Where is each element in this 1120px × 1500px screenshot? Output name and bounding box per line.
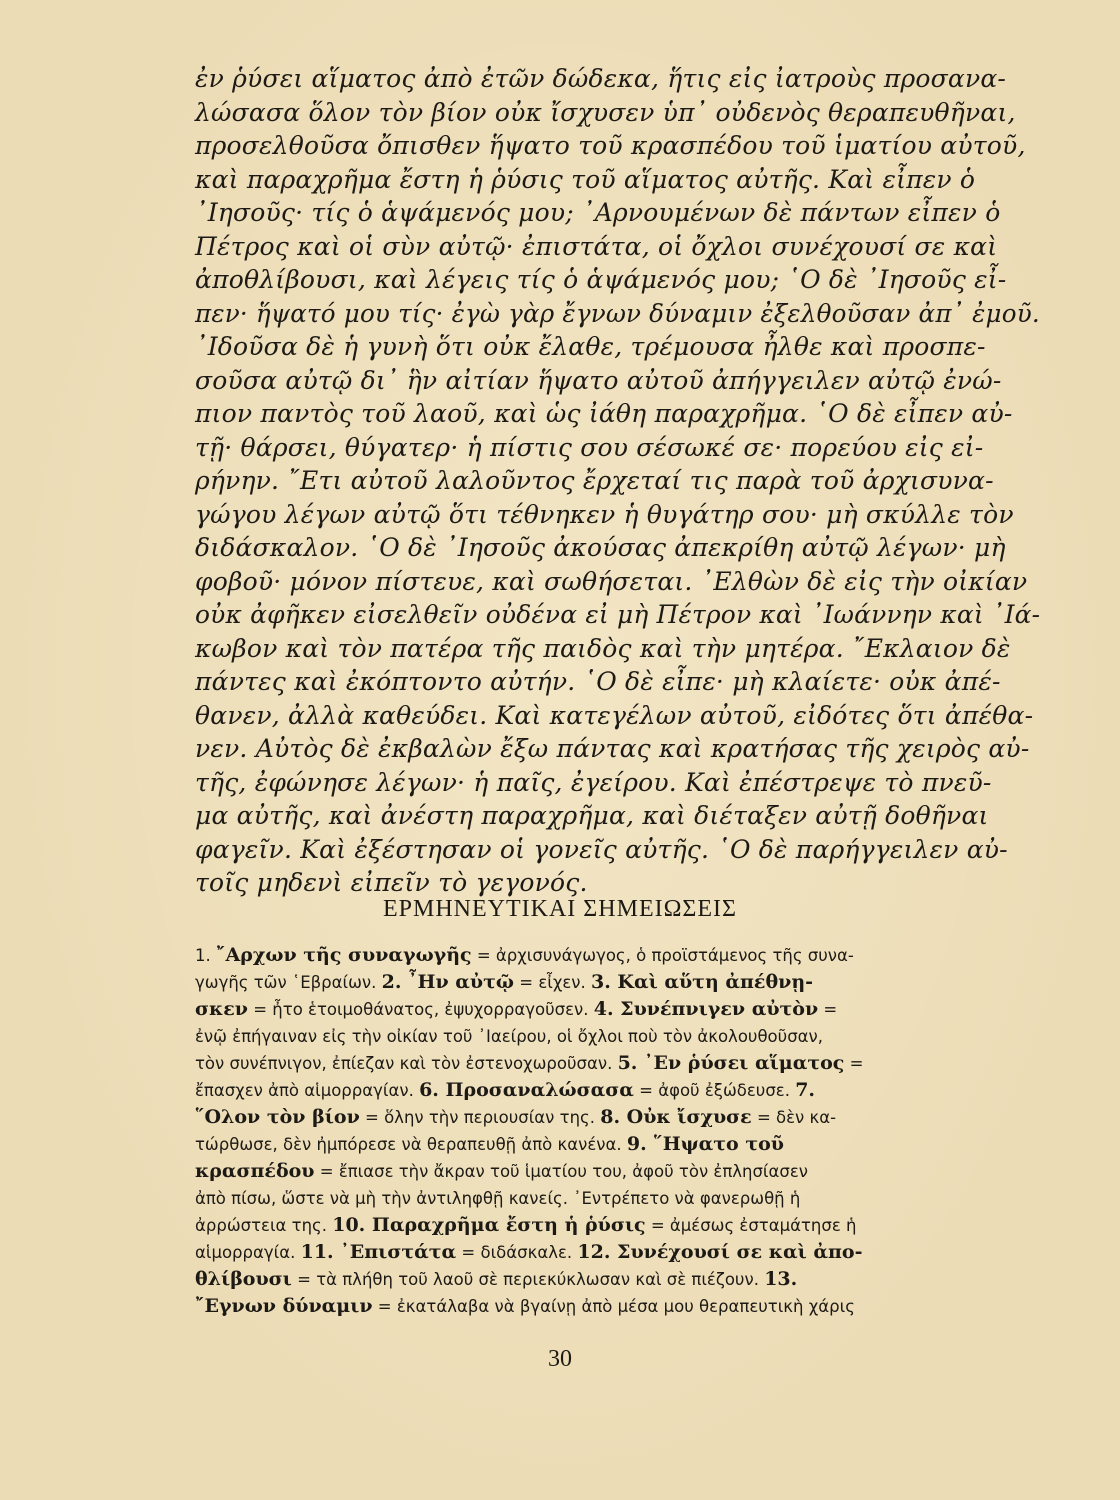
note-text: = (818, 1000, 838, 1019)
note-text: = δὲν κα- (751, 1108, 837, 1127)
note-text: = ἀφοῦ ἐξώδευσε. (633, 1081, 796, 1100)
text-line: οὐκ ἀφῆκεν εἰσελθεῖν οὐδένα εἰ μὴ Πέτρον καὶ ᾿Ιωάννην καὶ ᾿Ιά- (195, 600, 1041, 629)
text-line: νεν. Αὐτὸς δὲ ἐκβαλὼν ἔξω πάντας καὶ κρατήσας τῆς χειρὸς αὐ- (195, 734, 1030, 763)
note-term: ῎Εγνων δύναμιν (195, 1295, 373, 1317)
text-line: καὶ παραχρῆμα ἔστη ἡ ῥύσις τοῦ αἵματος αὐτῆς. Καὶ εἶπεν ὁ (195, 164, 976, 194)
text-line: πεν· ἥψατό μου τίς· ἐγὼ γὰρ ἔγνων δύναμιν ἐξελθοῦσαν ἀπ᾿ ἐμοῦ. (195, 298, 1040, 328)
note-line (195, 1266, 1045, 1293)
note-term: 13. (764, 1268, 798, 1290)
note-line (195, 1185, 1045, 1212)
notes-section (195, 942, 1045, 1320)
note-text: ἐνῷ ἐπήγαιναν εἰς τὴν οἰκίαν τοῦ ᾿Ιαείρου, οἱ ὄχλοι ποὺ τὸν ἀκολουθοῦσαν, (195, 1027, 823, 1046)
text-line: γώγου λέγων αὐτῷ ὅτι τέθνηκεν ἡ θυγάτηρ σου· μὴ σκύλλε τὸν (195, 499, 1014, 529)
note-text: ἔπασχεν ἀπὸ αἱμορραγίαν. (195, 1081, 420, 1100)
page-number: 30 (548, 1346, 572, 1372)
text-line: φαγεῖν. Καὶ ἐξέστησαν οἱ γονεῖς αὐτῆς. ῾Ο δὲ παρήγγειλεν αὐ- (195, 834, 1008, 864)
note-term: 3. Καὶ αὕτη ἀπέθνῃ- (590, 971, 814, 993)
note-text: = ἔπιασε τὴν ἄκραν τοῦ ἱματίου του, ἀφοῦ τὸν ἐπλησίασεν (314, 1162, 808, 1181)
note-line (195, 996, 1045, 1023)
text-line: ᾿Ιησοῦς· τίς ὁ ἁψάμενός μου; ᾿Αρνουμένων δὲ πάντων εἶπεν ὁ (195, 198, 1001, 227)
note-text: γωγῆς τῶν ῾Εβραίων. (195, 973, 382, 992)
note-text: ἀπὸ πίσω, ὥστε νὰ μὴ τὴν ἀντιληφθῇ κανείς. ᾿Εντρέπετο νὰ φανερωθῇ ἡ (195, 1189, 801, 1208)
note-text: = τὰ πλήθη τοῦ λαοῦ σὲ περιεκύκλωσαν καὶ σὲ πιέζουν. (291, 1270, 765, 1289)
note-line (195, 1023, 1045, 1050)
note-term: 7. (795, 1079, 816, 1101)
text-line: τοῖς μηδενὶ εἰπεῖν τὸ γεγονός. (195, 868, 588, 897)
note-line (195, 1131, 1045, 1158)
note-term: 4. Συνέπνιγεν αὐτὸν (593, 998, 819, 1020)
note-line (195, 1077, 1045, 1104)
note-line (195, 1050, 1045, 1077)
note-text: τώρθωσε, δὲν ἠμπόρεσε νὰ θεραπευθῇ ἀπὸ κανένα. (195, 1135, 627, 1154)
text-line: πάντες καὶ ἐκόπτοντο αὐτήν. ῾Ο δὲ εἶπε· μὴ κλαίετε· οὐκ ἀπέ- (195, 667, 1001, 696)
note-text: = ἀρχισυνάγωγος, ὁ προϊστάμενος τῆς συνα- (471, 946, 854, 965)
text-line: μα αὐτῆς, καὶ ἀνέστη παραχρῆμα, καὶ διέταξεν αὐτῇ δοθῆναι (195, 801, 989, 830)
note-text: = εἶχεν. (514, 973, 591, 992)
text-line: ἀποθλίβουσι, καὶ λέγεις τίς ὁ ἁψάμενός μου; ῾Ο δὲ ᾿Ιησοῦς εἶ- (195, 265, 1007, 294)
note-line (195, 1158, 1045, 1185)
text-line: ᾿Ιδοῦσα δὲ ἡ γυνὴ ὅτι οὐκ ἔλαθε, τρέμουσα ἦλθε καὶ προσπε- (195, 332, 986, 361)
note-term: 2. ῏Ην αὐτῷ (381, 971, 514, 993)
note-line (195, 969, 1045, 996)
note-term: ῞Ολον τὸν βίον (195, 1106, 360, 1128)
note-term: 6. Προσαναλώσασα (419, 1079, 634, 1101)
note-term: 10. Παραχρῆμα ἔστη ἡ ῥύσις (332, 1214, 646, 1236)
note-text: = διδάσκαλε. (456, 1243, 578, 1262)
note-line (195, 1104, 1045, 1131)
note-text: = (844, 1054, 864, 1073)
text-line: τῇ· θάρσει, θύγατερ· ἡ πίστις σου σέσωκέ σε· πορεύου εἰς εἰ- (195, 432, 984, 462)
note-term: κρασπέδου (195, 1160, 315, 1182)
main-text (195, 62, 1040, 900)
note-text: = ἦτο ἑτοιμοθάνατος, ἐψυχορραγοῦσεν. (247, 1000, 594, 1019)
note-term: σκεν (195, 998, 248, 1020)
note-term: θλίβουσι (195, 1268, 292, 1290)
note-text: 1. (195, 946, 216, 965)
text-line: Πέτρος καὶ οἱ σὺν αὐτῷ· ἐπιστάτα, οἱ ὄχλοι συνέχουσί σε καὶ (195, 231, 998, 261)
note-term: 5. ᾿Εν ῥύσει αἵματος (617, 1052, 845, 1074)
notes-heading: ΕΡΜΗΝΕΥΤΙΚΑΙ ΣΗΜΕΙΩΣΕΙΣ (382, 896, 738, 922)
text-line: φοβοῦ· μόνον πίστευε, καὶ σωθήσεται. ᾿Ελθὼν δὲ εἰς τὴν οἰκίαν (195, 566, 1028, 596)
note-text: αἱμορραγία. (195, 1243, 301, 1262)
note-text: = ἐκατάλαβα νὰ βγαίνῃ ἀπὸ μέσα μου θεραπευτικὴ χάρις (372, 1297, 855, 1316)
text-line: ρήνην. ῎Ετι αὐτοῦ λαλοῦντος ἔρχεταί τις παρὰ τοῦ ἀρχισυνα- (195, 466, 994, 495)
text-line: σοῦσα αὐτῷ δι᾿ ἣν αἰτίαν ἥψατο αὐτοῦ ἀπήγγειλεν αὐτῷ ἐνώ- (195, 365, 1002, 395)
note-term: 9. ῞Ηψατο τοῦ (626, 1133, 784, 1155)
note-text: = ὅλην τὴν περιουσίαν της. (359, 1108, 601, 1127)
text-line: τῆς, ἐφώνησε λέγων· ἡ παῖς, ἐγείρου. Καὶ ἐπέστρεψε τὸ πνεῦ- (195, 767, 992, 797)
note-term: ῎Αρχων τῆς συναγωγῆς (216, 944, 472, 966)
note-text: τὸν συνέπνιγον, ἐπίεζαν καὶ τὸν ἐστενοχωροῦσαν. (195, 1054, 618, 1073)
note-line (195, 1293, 1045, 1320)
text-line: διδάσκαλον. ῾Ο δὲ ᾿Ιησοῦς ἀκούσας ἀπεκρίθη αὐτῷ λέγων· μὴ (195, 533, 1006, 562)
text-line: πιον παντὸς τοῦ λαοῦ, καὶ ὡς ἰάθη παραχρῆμα. ῾Ο δὲ εἶπεν αὐ- (195, 399, 1013, 428)
note-line (195, 942, 1045, 969)
note-text: = ἀμέσως ἐσταμάτησε ἡ (645, 1216, 857, 1235)
note-term: 8. Οὐκ ἴσχυσε (600, 1106, 752, 1128)
text-line: προσελθοῦσα ὄπισθεν ἥψατο τοῦ κρασπέδου τοῦ ἱματίου αὐτοῦ, (195, 131, 1026, 160)
text-line: λώσασα ὅλον τὸν βίον οὐκ ἴσχυσεν ὑπ᾿ οὐδενὸς θεραπευθῆναι, (195, 97, 1016, 127)
note-line (195, 1239, 1045, 1266)
note-text: ἀρρώστεια της. (195, 1216, 333, 1235)
note-term: 11. ᾿Επιστάτα (300, 1241, 457, 1263)
text-line: θανεν, ἀλλὰ καθεύδει. Καὶ κατεγέλων αὐτοῦ, εἰδότες ὅτι ἀπέθα- (195, 700, 1034, 730)
text-line: ἐν ῥύσει αἵματος ἀπὸ ἐτῶν δώδεκα, ἥτις εἰς ἰατροὺς προσανα- (195, 64, 1007, 93)
note-line (195, 1212, 1045, 1239)
note-term: 12. Συνέχουσί σε καὶ ἀπο- (577, 1241, 863, 1263)
text-line: κωβον καὶ τὸν πατέρα τῆς παιδὸς καὶ τὴν μητέρα. ῎Εκλαιον δὲ (195, 633, 1011, 663)
